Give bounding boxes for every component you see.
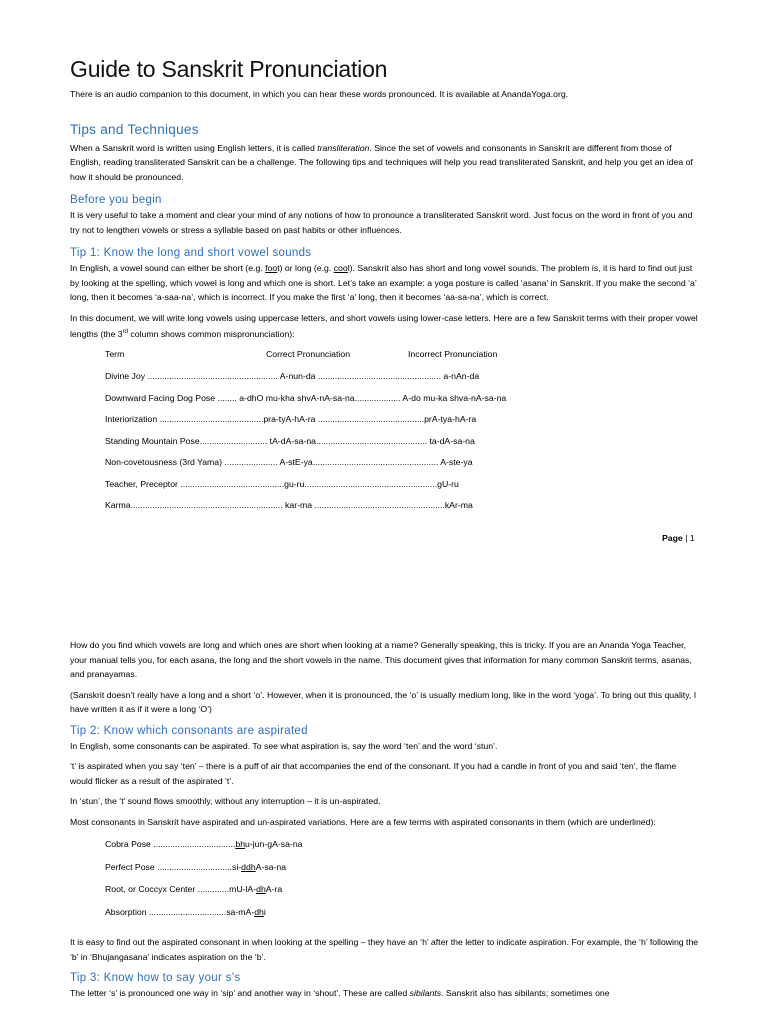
page-label: Page	[662, 533, 683, 543]
list-item: Absorption ................................sa-mA-dhi	[105, 906, 266, 917]
pronunciation-table	[105, 349, 700, 522]
page-footer	[662, 533, 695, 543]
tip2-paragraph-4: Most consonants in Sanskrit have aspirated and un-aspirated variations. Here are a few terms with aspirated consonants in them (which are underlined):	[70, 816, 656, 827]
page-title: Guide to Sanskrit Pronunciation	[70, 56, 388, 82]
tip2-paragraph-3: In ‘stun’, the ‘t’ sound flows smoothly, without any interruption – it is un-aspirated.	[70, 796, 381, 806]
before-heading: Before you begin	[70, 194, 162, 206]
tip2-heading: Tip 2: Know which consonants are aspirated	[70, 724, 308, 737]
table-row: Downward Facing Dog Pose ........ a-dhO mu-kha shvA-nA-sa-na................... A-do mu-ka shva-nA-sa-na	[105, 392, 507, 403]
tip2-paragraph-2: ‘t’ is aspirated when you say ‘ten’ – there is a puff of air that accompanies the end of the consonant. If you had a candle in front of you and said ‘ten’, the flame would flicker as a result of the aspirated ‘t’.	[70, 761, 677, 786]
tip2-paragraph-1: In English, some consonants can be aspirated. To see what aspiration is, say the word ‘ten’ and the word ‘stun’.	[70, 740, 498, 751]
tip2-paragraph-5: It is easy to find out the aspirated consonant in when looking at the spelling – they have an ‘h’ after the letter to indicate aspiration. For example, the ‘h’ following the ‘b’ in ‘Bhujangasana’ indicates aspiration on the ‘b’.	[70, 937, 699, 962]
p2-paragraph-2: (Sanskrit doesn’t really have a long and a short ‘o’. However, when it is pronounced, the ‘o’ is usually medium long, like in the word ‘yoga’. To bring out this quality, I have written it as if it were a long ‘O’)	[70, 689, 697, 714]
list-item: Root, or Coccyx Center .............mU-lA-dhA-ra	[105, 884, 283, 894]
before-paragraph: It is very useful to take a moment and clear your mind of any notions of how to pronounce a transliterated Sanskrit word. Just focus on the word in front of you and try not to lengthen vowels or stress a syllable based on past habits or other influences.	[70, 210, 693, 235]
table-header	[105, 349, 700, 359]
tip3-paragraph-1: The letter ‘s’ is pronounced one way in ‘sip’ and another way in ‘shout’. These are called sibilants. Sanskrit also has sibilants; sometimes one	[70, 988, 610, 998]
header-incorrect: Incorrect Pronunciation	[408, 349, 498, 360]
tips-paragraph: When a Sanskrit word is written using English letters, it is called transliteration. Since the set of vowels and consonants in Sanskrit are different from those of English, reading transliterated Sanskrit can be a challenge. The following tips and techniques will help you read transliterated Sanskrit, and help you get an idea of how it should be pronounced.	[70, 142, 693, 182]
table-row: Divine Joy ...................................................... A-nun-da ................................................... a-nAn-da	[105, 371, 480, 382]
tips-heading: Tips and Techniques	[70, 121, 199, 137]
tip3-heading: Tip 3: Know how to say your s’s	[70, 972, 241, 984]
table-row: Standing Mountain Pose............................ tA-dA-sa-na.............................................. ta-dA-sa-na	[105, 435, 475, 446]
tip1-heading: Tip 1: Know the long and short vowel sounds	[70, 247, 312, 259]
list-item: Perfect Pose ...............................si-ddhA-sa-na	[105, 861, 287, 872]
table-row: Teacher, Preceptor ...........................................gu-ru.......................................................gU-ru	[105, 478, 459, 489]
p2-paragraph-1: How do you find which vowels are long and which ones are short when looking at a name? Generally speaking, this is tricky. If you are an Ananda Yoga Teacher, your manual tells you, for each asana, the long and the short vowels in the name. This document gives that information for many common Sanskrit terms, asanas, and pranayamas.	[70, 640, 692, 679]
table-row: Interiorization ...........................................pra-tyA-hA-ra ............................................prA-tya-hA-ra	[105, 414, 477, 425]
intro-text: There is an audio companion to this document, in which you can hear these words pronounced. It is available at AnandaYoga.org.	[70, 89, 569, 99]
header-term: Term	[105, 349, 125, 360]
list-item: Cobra Pose ..................................bhu-jun-gA-sa-na	[105, 839, 303, 849]
aspirated-list	[105, 839, 700, 929]
page-two	[70, 638, 700, 1007]
tip1-paragraph-1: In English, a vowel sound can either be short (e.g. foot) or long (e.g. cool). Sanskrit also has short and long vowel sounds. The problem is, it is hard to find out just by looking at the spelling, which vowel is long and which one is short. Let’s take an example: a yoga posture is called ‘asana’ in Sanskrit. If you make the second ‘a’ long, then it becomes ‘a-saa-na’, which is incorrect. If you make the first ‘a’ long, then it becomes ‘aa-sa-na’, which is correct.	[70, 263, 697, 302]
table-row: Karma............................................................... kar-ma ......................................................kAr-ma	[105, 500, 473, 511]
tip1-paragraph-2: In this document, we will write long vowels using uppercase letters, and short vowels using lower-case letters. Here are a few Sanskrit terms with their proper vowel lengths (the 3rd column shows common mispronunciation):	[70, 312, 698, 339]
page-number: 1	[689, 533, 695, 543]
header-correct: Correct Pronunciation	[266, 349, 351, 360]
page-one	[70, 56, 700, 522]
page-separator: |	[685, 533, 688, 543]
table-row: Non-covetousness (3rd Yama) ...................... A-stE-ya.................................................... A-ste-ya	[105, 457, 473, 468]
